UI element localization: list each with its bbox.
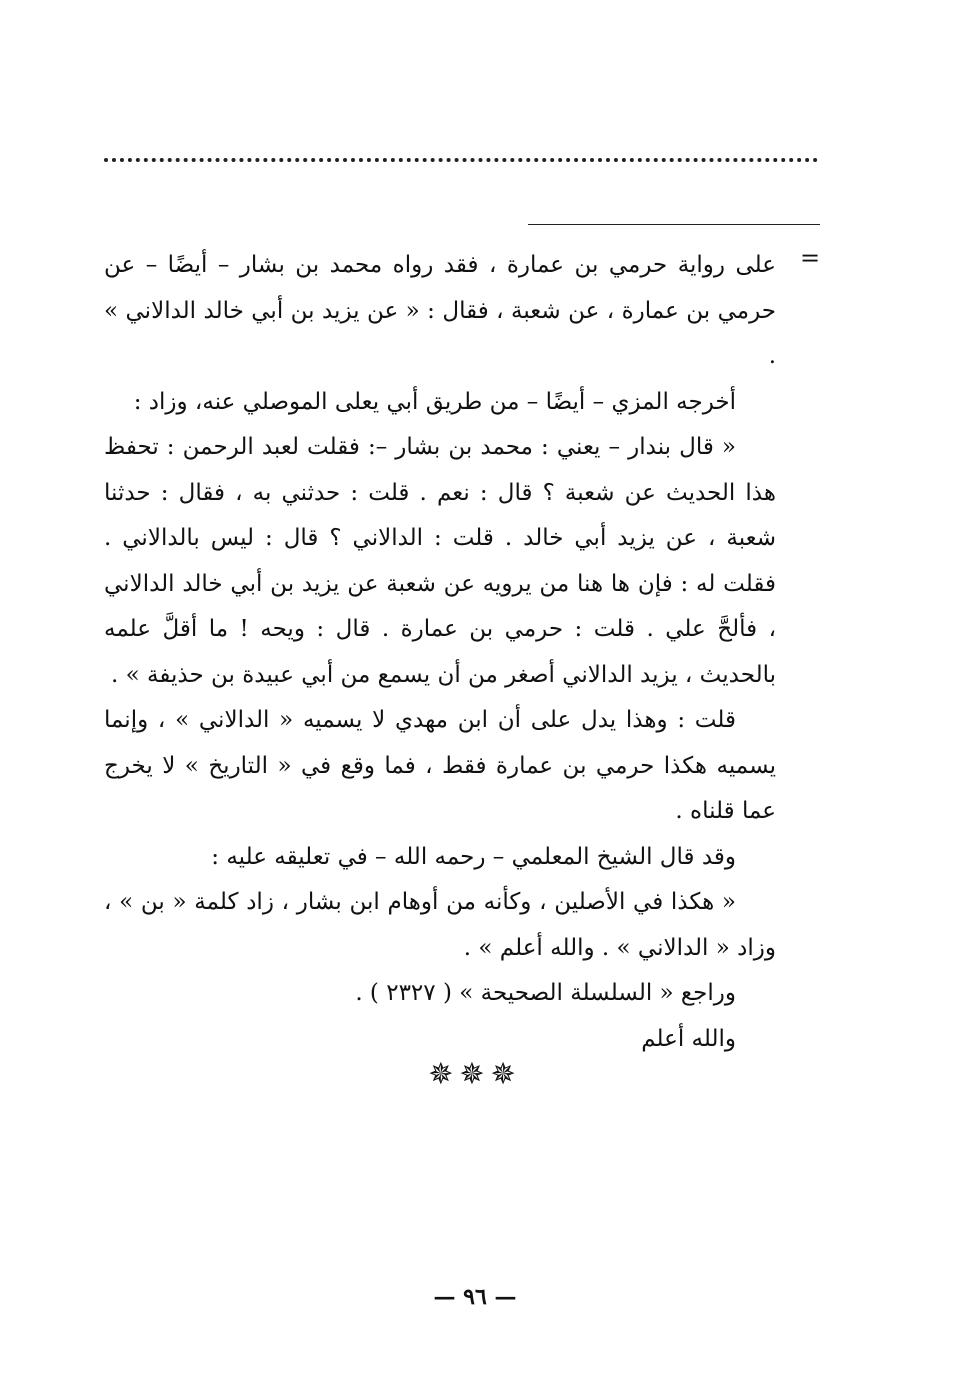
footnote-text: [104, 243, 776, 1062]
paragraph-4: قلت : وهذا يدل على أن ابن مهدي لا يسميه « الدالاني » ، وإنما يسميه هكذا حرمي بن عمارة فقط ، فما وقع في « التاريخ » لا يخرج عما قلناه .: [104, 707, 776, 824]
continuation-mark: =: [800, 244, 821, 272]
paragraph-7: وراجع « السلسلة الصحيحة » ( ٢٣٢٧ ) .: [355, 980, 736, 1006]
paragraph-2: أخرجه المزي – أيضًا – من طريق أبي يعلى الموصلي عنه، وزاد :: [133, 388, 736, 415]
paragraph-1: على رواية حرمي بن عمارة ، فقد رواه محمد بن بشار – أيضًا – عن حرمي بن عمارة ، عن شعبة ، فقال : « عن يزيد بن أبي خالد الدالاني » .: [104, 252, 776, 369]
page-number: — ٩٦ —: [433, 1284, 517, 1310]
paragraph-6: « هكذا في الأصلين ، وكأنه من أوهام ابن بشار ، زاد كلمة « بن » ، وزاد « الدالاني » . والله أعلم » .: [104, 889, 776, 961]
paragraph-8: والله أعلم: [641, 1025, 736, 1052]
paragraph-5: وقد قال الشيخ المعلمي – رحمه الله – في تعليقه عليه :: [211, 843, 736, 870]
footnote-rule: [528, 224, 820, 225]
paragraph-3: « قال بندار – يعني : محمد بن بشار –: فقلت لعبد الرحمن : تحفظ هذا الحديث عن شعبة ؟ قال : نعم . قلت : حدثني به ، فقال : حدثنا شعبة ، عن يزيد أبي خالد . قلت : الدالاني ؟ قال : ليس بالدالاني . فقلت له : فإن ها هنا من يرويه عن شعبة عن يزيد بن أبي خالد الدالاني ، فألحَّ علي . قلت : حرمي بن عمارة . قال : ويحه ! ما أقلَّ علمه بالحديث ، يزيد الدالاني أصغر من أن يسمع من أبي عبيدة بن حذيفة » .: [104, 434, 776, 688]
dotted-separator: [104, 158, 818, 162]
section-stars-ornament: ✵✵✵: [428, 1057, 522, 1092]
